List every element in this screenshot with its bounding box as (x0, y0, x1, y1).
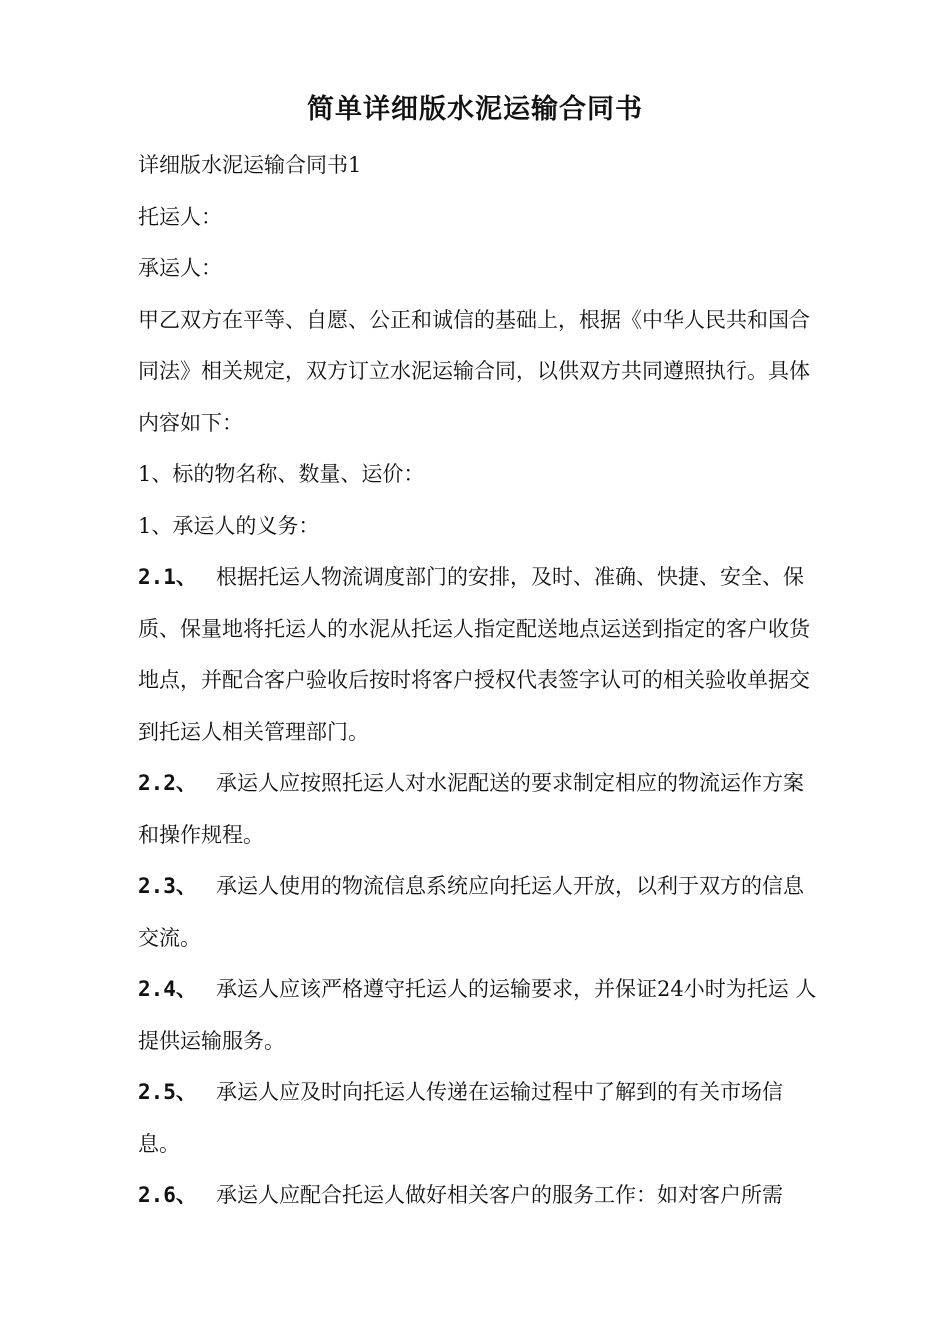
clause-text: 承运人应配合托运人做好相关客户的服务工作：如对客户所需 (216, 1183, 783, 1207)
clause-number: 2.5、 (138, 1080, 197, 1104)
clause-2-3 (138, 861, 822, 964)
document-body (138, 140, 822, 1222)
paragraph-section-1 (138, 449, 822, 501)
clause-number: 2.6、 (138, 1183, 197, 1207)
clause-text: 根据托运人物流调度部门的安排，及时、准确、快捷、安全、保质、保量地将托运人的水泥从托运人指定配送地点运送到指定的客户收货地点，并配合客户验收后按时将客户授权代表签字认可的相关验收单据交到托运人相关管理部门。 (138, 565, 810, 744)
clause-text: 承运人使用的物流信息系统应向托运人开放，以利于双方的信息交流。 (138, 874, 804, 950)
paragraph-text: 托运人： (138, 204, 222, 229)
clause-number: 2.1、 (138, 565, 197, 589)
document-title: 简单详细版水泥运输合同书 (307, 94, 643, 125)
paragraph-text: 详细版水泥运输合同书1 (138, 153, 362, 177)
paragraph-carrier-obligations (138, 501, 822, 553)
clause-number: 2.4、 (138, 977, 197, 1001)
clause-number: 2.3、 (138, 874, 197, 898)
clause-2-2 (138, 758, 822, 861)
paragraph-text: 1、承运人的义务： (138, 513, 320, 538)
paragraph-subtitle (138, 140, 822, 192)
clause-text: 承运人应按照托运人对水泥配送的要求制定相应的物流运作方案和操作规程。 (138, 771, 804, 847)
paragraph-preamble (138, 295, 822, 450)
paragraph-carrier (138, 243, 822, 295)
clause-number: 2.2、 (138, 771, 197, 795)
paragraph-shipper (138, 192, 822, 244)
clause-2-4 (138, 964, 822, 1067)
paragraph-text: 承运人： (138, 256, 222, 280)
clause-2-6 (138, 1170, 822, 1222)
clause-text: 承运人应及时向托运人传递在运输过程中了解到的有关市场信息。 (138, 1080, 783, 1156)
paragraph-text: 甲乙双方在平等、自愿、公正和诚信的基础上，根据《中华人民共和国合同法》相关规定，双方订立水泥运输合同，以供双方共同遵照执行。具体内容如下： (138, 307, 810, 435)
clause-text: 承运人应该严格遵守托运人的运输要求，并保证24小时为托运 人提供运输服务。 (138, 977, 817, 1053)
clause-2-1 (138, 552, 822, 758)
clause-2-5 (138, 1067, 822, 1170)
paragraph-text: 1、标的物名称、数量、运价： (138, 462, 425, 486)
